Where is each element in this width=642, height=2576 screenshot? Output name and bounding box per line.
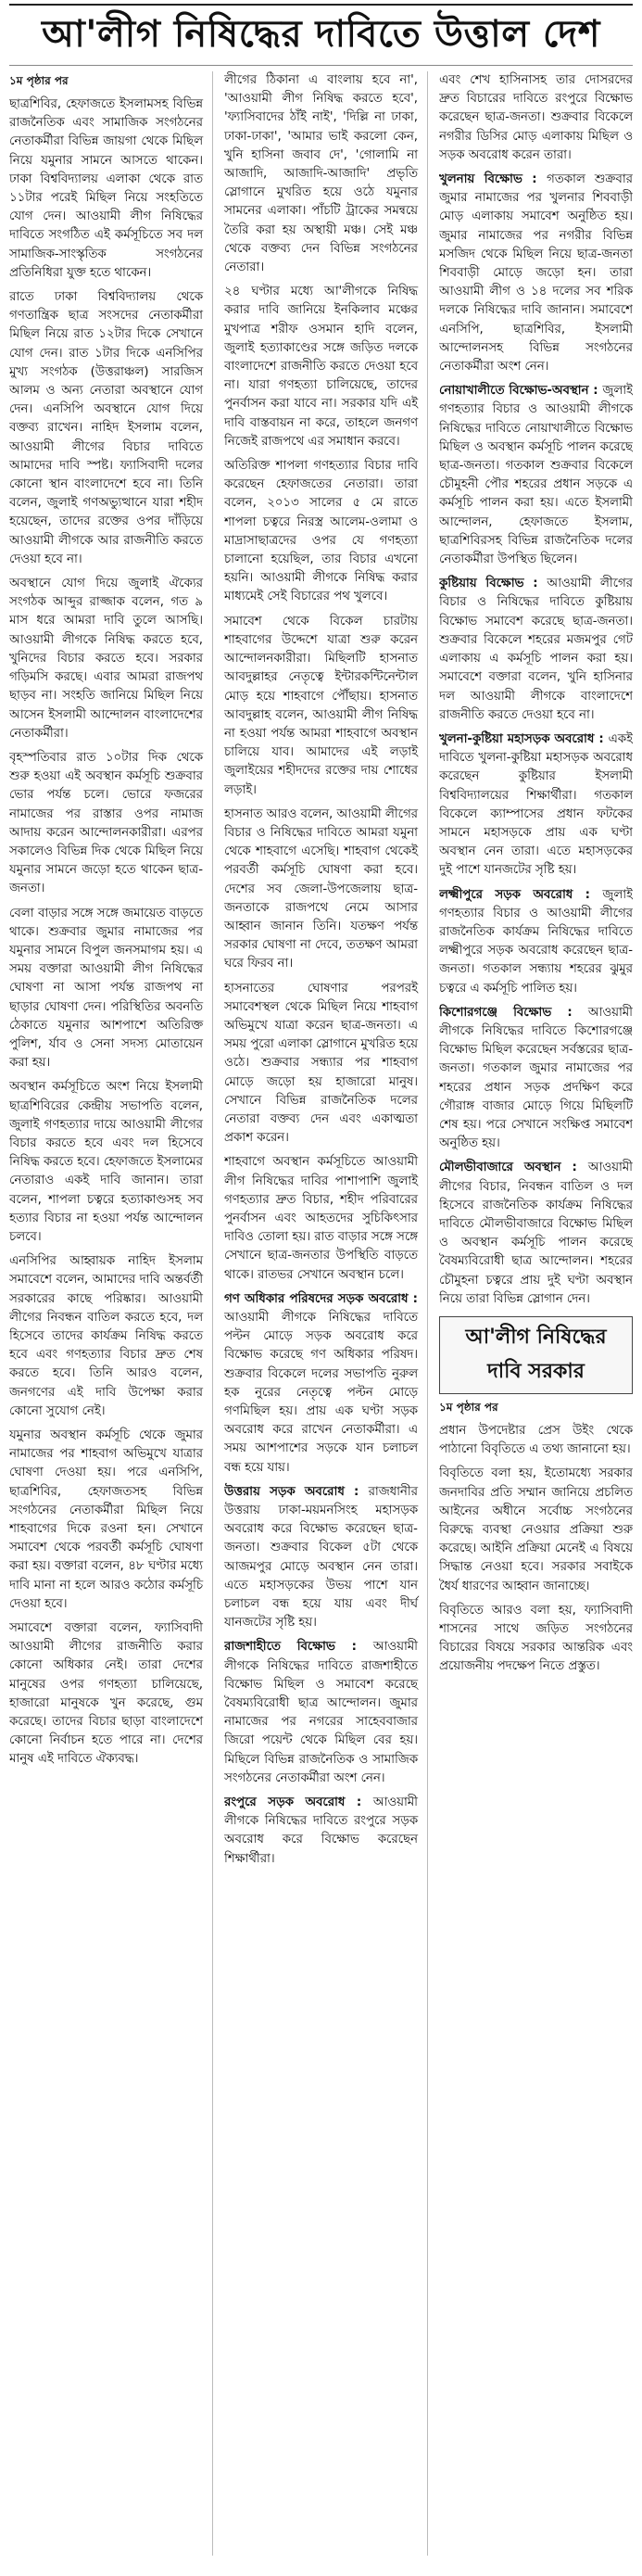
- paragraph-text: ছাত্রশিবির, হেফাজতে ইসলামসহ বিভিন্ন রাজনৈতিক এবং সামাজিক সংগঠনের নেতাকর্মীরা বিভিন্ন জায়গা থেকে মিছিল নিয়ে যমুনার সামনে আসতে থাকেন। ঢাকা বিশ্ববিদ্যালয় এলাকা থেকে রাত ১১টার পরেই মিছিল নিয়ে সংহতিতে যোগ দেন। আওয়ামী লীগ নিষিদ্ধের দাবিতে সংগঠিত এই কর্মসূচিতে সব দল সামাজিক-সাংস্কৃতিক সংগঠনের প্রতিনিধিরা যুক্ত হতে থাকেন।: [9, 97, 203, 280]
- paragraph-text: আওয়ামী লীগকে নিষিদ্ধের দাবিতে কিশোরগঞ্জে বিক্ষোভ মিছিল করেছেন সর্বস্তরের ছাত্র-জনতা। গতকাল জুমার নামাজের পর শহরের প্রধান সড়ক প্রদক্ষিণ করে গৌরাঙ্গ বাজার মোড়ে গিয়ে মিছিলটি শেষ হয়। পরে সেখানে সংক্ষিপ্ত সমাবেশ অনুষ্ঠিত হয়।: [439, 1005, 633, 1151]
- article-paragraph: [9, 1078, 203, 1247]
- article-paragraph: [439, 71, 633, 165]
- paragraph-text: আওয়ামী লীগের বিচার, নিবন্ধন বাতিল ও দল হিসেবে রাজনৈতিক কার্যক্রম নিষিদ্ধের দাবিতে মৌলভীবাজারে বিক্ষোভ মিছিল ও অবস্থান কর্মসূচি পালন করেছে বৈষম্যবিরোধী ছাত্র আন্দোলন। শহরের চৌমুহনা চত্বরে প্রায় দুই ঘণ্টা অবস্থান নিয়ে তারা বিভিন্ন স্লোগান দেন।: [439, 1161, 633, 1306]
- paragraph-text: এবং শেখ হাসিনাসহ তার দোসরদের দ্রুত বিচারের দাবিতে রংপুরে বিক্ষোভ করেছেন ছাত্র-জনতা। শুক্রবার বিকেলে নগরীর ডিসির মোড় এলাকায় মিছিল ও সড়ক অবরোধ করেন তারা।: [439, 73, 633, 162]
- article-paragraph: [9, 1427, 203, 1614]
- paragraph-text: জুলাই গণহত্যার বিচার ও আওয়ামী লীগের রাজনৈতিক কার্যক্রম নিষিদ্ধের দাবিতে লক্ষ্মীপুরে সড়ক অবরোধ করেছেন ছাত্র-জনতা। গতকাল সন্ধ্যায় শহরের ঝুমুর চত্বরে এ কর্মসূচি পালিত হয়।: [439, 887, 633, 996]
- section-subheading: খুলনায় বিক্ষোভ :: [439, 172, 548, 187]
- section-subheading: রংপুরে সড়ক অবরোধ :: [224, 1796, 373, 1810]
- paragraph-text: ২৪ ঘণ্টার মধ্যে আ'লীগকে নিষিদ্ধ করার দাবি জানিয়ে ইনকিলাব মঞ্চের মুখপাত্র শরীফ ওসমান হাদি বলেন, জুলাই হত্যাকাণ্ডের সঙ্গে জড়িত দলকে বাংলাদেশে রাজনীতি করতে দেওয়া হবে না। যারা গণহত্যা চালিয়েছে, তাদের পুনর্বাসন করা যাবে না। সরকার যদি এই দাবি বাস্তবায়ন না করে, তাহলে জনগণ নিজেই রাজপথে এর সমাধান করবে।: [224, 285, 418, 449]
- related-article-paragraph: বিবৃতিতে আরও বলা হয়, ফ্যাসিবাদী শাসনের সাথে জড়িত সংগঠনের বিচারের বিষয়ে সরকার আন্তরিক এবং প্রয়োজনীয় পদক্ষেপ নিতে প্রস্তুত।: [439, 1603, 633, 1674]
- paragraph-text: লীগের ঠিকানা এ বাংলায় হবে না', 'আওয়ামী লীগ নিষিদ্ধ করতে হবে', 'ফ্যাসিবাদের ঠাঁই নাই', 'দিল্লি না ঢাকা, ঢাকা-ঢাকা', 'আমার ভাই করলো কেন, খুনি হাসিনা জবাব দে', 'গোলামি না আজাদি, আজাদি-আজাদি' প্রভৃতি স্লোগানে মুখরিত হয়ে ওঠে যমুনার সামনের এলাকা। পাঁচটি ট্রাকের সমন্বয়ে তৈরি করা হয় অস্থায়ী মঞ্চ। সেই মঞ্চ থেকে বক্তব্য দেন বিভিন্ন সংগঠনের নেতারা।: [224, 73, 418, 275]
- related-article-paragraph: প্রধান উপদেষ্টার প্রেস উইং থেকে পাঠানো বিবৃতিতে এ তথ্য জানানো হয়।: [439, 1424, 633, 1457]
- article-paragraph: [439, 382, 633, 569]
- article-paragraph: [9, 575, 203, 743]
- paragraph-text: একই দাবিতে খুলনা-কুষ্টিয়া মহাসড়ক অবরোধ করেছেন কুষ্টিয়ার ইসলামী বিশ্ববিদ্যালয়ের শিক্ষার্থীরা। গতকাল বিকেলে ক্যাম্পাসের প্রধান ফটকের সামনে মহাসড়কে প্রায় এক ঘণ্টা অবস্থান নেন তারা। এতে মহাসড়কের দুই পাশে যানজটের সৃষ্টি হয়।: [439, 731, 633, 878]
- paragraph-text: আওয়ামী লীগকে নিষিদ্ধের দাবিতে রাজশাহীতে বিক্ষোভ মিছিল ও সমাবেশ করেছে বৈষম্যবিরোধী ছাত্র আন্দোলন। জুমার নামাজের পর নগরের সাহেববাজার জিরো পয়েন্ট থেকে মিছিল বের হয়। মিছিলে বিভিন্ন রাজনৈতিক ও সামাজিক সংগঠনের নেতাকর্মীরা অংশ নেন।: [224, 1640, 418, 1785]
- article-paragraph: [439, 730, 633, 881]
- article-paragraph: [439, 886, 633, 998]
- paragraph-text: আওয়ামী লীগের বিচার ও নিষিদ্ধের দাবিতে কুষ্টিয়ায় বিক্ষোভ সমাবেশ করেছে ছাত্র-জনতা। শুক্রবার বিকেলে শহরের মজমপুর গেট এলাকায় এ কর্মসূচি পালন করা হয়। সমাবেশে বক্তারা বলেন, খুনি হাসিনার দল আওয়ামী লীগকে বাংলাদেশে রাজনীতি করতে দেওয়া হবে না।: [439, 577, 633, 722]
- article-paragraph: [224, 71, 418, 277]
- article-column-1: [9, 71, 213, 2556]
- article-paragraph: [439, 1004, 633, 1154]
- article-paragraph: [224, 806, 418, 974]
- related-article-title: আ'লীগ নিষিদ্ধের দাবি সরকার: [465, 1325, 607, 1383]
- related-article-box: [439, 1316, 633, 1394]
- article-paragraph: [224, 1794, 418, 1869]
- continued-from-label: ১ম পৃষ্ঠার পর: [9, 74, 69, 87]
- paragraph-text: আওয়ামী লীগকে নিষিদ্ধের দাবিতে পল্টন মোড়ে সড়ক অবরোধ করে বিক্ষোভ করেছে গণ অধিকার পরিষদ। শুক্রবার বিকেলে দলের সভাপতি নুরুল হক নুরের নেতৃত্বে পল্টন মোড়ে গণমিছিল হয়। প্রায় এক ঘণ্টা সড়ক অবরোধ করে রাখেন নেতাকর্মীরা। এ সময় আশপাশের সড়কে যান চলাচল বন্ধ হয়ে যায়।: [224, 1311, 418, 1475]
- paragraph-text: গতকাল শুক্রবার জুমার নামাজের পর খুলনার শিববাড়ী মোড় এলাকায় সমাবেশ অনুষ্ঠিত হয়। জুমার নামাজের পর নগরীর বিভিন্ন মসজিদ থেকে মিছিল নিয়ে ছাত্র-জনতা শিববাড়ী মোড়ে জড়ো হন। তারা আওয়ামী লীগ ও ১৪ দলের সব শরিক দলকে নিষিদ্ধের দাবি জানান। সমাবেশে এনসিপি, ছাত্রশিবির, ইসলামী আন্দোলনসহ বিভিন্ন সংগঠনের নেতাকর্মীরা অংশ নেন।: [439, 172, 633, 374]
- section-subheading: খুলনা-কুষ্টিয়া মহাসড়ক অবরোধ :: [439, 731, 609, 746]
- article-paragraph: [224, 283, 418, 451]
- section-subheading: গণ অধিকার পরিষদের সড়ক অবরোধ :: [224, 1291, 418, 1306]
- article-paragraph: [224, 613, 418, 800]
- paragraph-text: বেলা বাড়ার সঙ্গে সঙ্গে জমায়েত বাড়তে থাকে। শুক্রবার জুমার নামাজের পর যমুনার সামনে বিপুল জনসমাগম হয়। এ সময় বক্তারা আওয়ামী লীগ নিষিদ্ধের ঘোষণা না আসা পর্যন্ত রাজপথ না ছাড়ার ঘোষণা দেন। পরিস্থিতির অবনতি ঠেকাতে যমুনার আশপাশে অতিরিক্ত পুলিশ, র্যাব ও সেনা সদস্য মোতায়েন করা হয়।: [9, 906, 203, 1071]
- paragraph-text: শাহবাগে অবস্থান কর্মসূচিতে আওয়ামী লীগ নিষিদ্ধের দাবির পাশাপাশি জুলাই গণহত্যার দ্রুত বিচার, শহীদ পরিবারের পুনর্বাসন এবং আহতদের সুচিকিৎসার দাবিও তোলা হয়। রাত বাড়ার সঙ্গে সঙ্গে সেখানে ছাত্র-জনতার উপস্থিতি বাড়তে থাকে। রাতভর সেখানে অবস্থান চলে।: [224, 1155, 418, 1282]
- paragraph-text: জুলাই গণহত্যার বিচার ও আওয়ামী লীগকে নিষিদ্ধের দাবিতে নোয়াখালীতে বিক্ষোভ মিছিল ও অবস্থান কর্মসূচি পালন করেছে ছাত্র-জনতা। গতকাল শুক্রবার বিকেলে চৌমুহনী পৌর শহরের প্রধান সড়কে এ কর্মসূচি পালন করা হয়। এতে ইসলামী আন্দোলন, হেফাজতে ইসলাম, ছাত্রশিবিরসহ বিভিন্ন রাজনৈতিক দলের নেতাকর্মীরা উপস্থিত ছিলেন।: [439, 384, 633, 567]
- paragraph-text: অবস্থান কর্মসূচিতে অংশ নিয়ে ইসলামী ছাত্রশিবিরের কেন্দ্রীয় সভাপতি বলেন, জুলাই গণহত্যার দায়ে আওয়ামী লীগের বিচার করতে হবে এবং দল হিসেবে নিষিদ্ধ করতে হবে। হেফাজতে ইসলামের নেতারাও একই দাবি জানান। তারা বলেন, শাপলা চত্বরে হত্যাকাণ্ডসহ সব হত্যার বিচার না হওয়া পর্যন্ত আন্দোলন চলবে।: [9, 1080, 203, 1244]
- article-paragraph: [224, 1290, 418, 1478]
- paragraph-text: রাজধানীর উত্তরায় ঢাকা-ময়মনসিংহ মহাসড়ক অবরোধ করে বিক্ষোভ করেছেন ছাত্র-জনতা। শুক্রবার বিকেল ৫টা থেকে আজমপুর মোড়ে অবস্থান নেন তারা। এতে মহাসড়কের উভয় পাশে যান চলাচল বন্ধ হয়ে যায় এবং দীর্ঘ যানজটের সৃষ্টি হয়।: [224, 1484, 418, 1631]
- paragraph-text: রাতে ঢাকা বিশ্ববিদ্যালয় থেকে গণতান্ত্রিক ছাত্র সংসদের নেতাকর্মীরা মিছিল নিয়ে রাত ১২টার দিকে সেখানে যোগ দেন। রাত ১টার দিকে এনসিপির মুখ্য সংগঠক (উত্তরাঞ্চল) সারজিস আলম ও অন্য নেতারা অবস্থানে যোগ দেন। এনসিপি অবস্থানে যোগ দিয়ে বক্তব্য রাখেন। নাহিদ ইসলাম বলেন, আওয়ামী লীগের বিচার দাবিতে আমাদের দাবি স্পষ্ট। ফ্যাসিবাদী দলের কোনো স্থান বাংলাদেশে হবে না। তিনি বলেন, জুলাই গণঅভ্যুত্থানে যারা শহীদ হয়েছেন, তাদের রক্তের ওপর দাঁড়িয়ে আওয়ামী লীগকে আর রাজনীতি করতে দেওয়া হবে না।: [9, 290, 203, 566]
- section-subheading: উত্তরায় সড়ক অবরোধ :: [224, 1484, 369, 1499]
- article-paragraph: [224, 457, 418, 607]
- section-subheading: মৌলভীবাজারে অবস্থান :: [439, 1161, 588, 1175]
- article-paragraph: [9, 95, 203, 283]
- paragraph-text: সমাবেশে বক্তারা বলেন, ফ্যাসিবাদী আওয়ামী লীগের রাজনীতি করার কোনো অধিকার নেই। তারা দেশের মানুষের ওপর গণহত্যা চালিয়েছে, হাজারো মানুষকে খুন করেছে, গুম করেছে। তাদের বিচার ছাড়া বাংলাদেশে কোনো নির্বাচন হতে পারে না। দেশের মানুষ এই দাবিতে ঐক্যবদ্ধ।: [9, 1621, 203, 1767]
- article-paragraph: [9, 1619, 203, 1770]
- article-paragraph: [439, 171, 633, 376]
- article-paragraph: [439, 575, 633, 725]
- paragraph-text: সমাবেশ থেকে বিকেল চারটায় শাহবাগের উদ্দেশে যাত্রা শুরু করেন আন্দোলনকারীরা। মিছিলটি হাসনাত আবদুল্লাহর নেতৃত্বে ইন্টারকন্টিনেন্টাল মোড় হয়ে শাহবাগে পৌঁছায়। হাসনাত আবদুল্লাহ বলেন, আওয়ামী লীগ নিষিদ্ধ না হওয়া পর্যন্ত আমরা শাহবাগে অবস্থান চালিয়ে যাব। আমাদের এই লড়াই জুলাইয়ের শহীদদের রক্তের দায় শোধের লড়াই।: [224, 614, 418, 797]
- continued-from-label: ১ম পৃষ্ঠার পর: [439, 1401, 498, 1414]
- paragraph-text: অতিরিক্ত শাপলা গণহত্যার বিচার দাবি করেছেন হেফাজতের নেতারা। তারা বলেন, ২০১৩ সালের ৫ মে রাতে শাপলা চত্বরে নিরস্ত্র আলেম-ওলামা ও মাদ্রাসাছাত্রদের ওপর যে গণহত্যা চালানো হয়েছিল, তার বিচার এখনো হয়নি। আওয়ামী লীগকে নিষিদ্ধ করার মাধ্যমেই সেই বিচারের পথ খুলবে।: [224, 459, 418, 604]
- article-paragraph: [224, 1638, 418, 1788]
- paragraph-text: এনসিপির আহ্বায়ক নাহিদ ইসলাম সমাবেশে বলেন, আমাদের দাবি অন্তর্বর্তী সরকারের কাছে পরিষ্কার। আওয়ামী লীগের নিবন্ধন বাতিল করতে হবে, দল হিসেবে তাদের কার্যক্রম নিষিদ্ধ করতে হবে এবং গণহত্যার বিচার দ্রুত শেষ করতে হবে। তিনি আরও বলেন, জনগণের এই দাবি উপেক্ষা করার কোনো সুযোগ নেই।: [9, 1254, 203, 1418]
- article-paragraph: [224, 980, 418, 1148]
- related-article-paragraph: বিবৃতিতে বলা হয়, ইতোমধ্যে সরকার জনদাবির প্রতি সম্মান জানিয়ে প্রচলিত আইনের অধীনে সর্বোচ্চ সংগঠনের বিরুদ্ধে ব্যবস্থা নেওয়ার প্রক্রিয়া শুরু করেছে। আইনি প্রক্রিয়া মেনেই এ বিষয়ে সিদ্ধান্ত নেওয়া হবে। সরকার সবাইকে ধৈর্য ধারণের আহ্বান জানাচ্ছে।: [439, 1466, 633, 1593]
- article-paragraph: [224, 1153, 418, 1284]
- article-paragraph: [9, 1252, 203, 1421]
- section-subheading: নোয়াখালীতে বিক্ষোভ-অবস্থান :: [439, 384, 603, 399]
- article-paragraph: [224, 1483, 418, 1633]
- section-subheading: কিশোরগঞ্জে বিক্ষোভ :: [439, 1005, 588, 1020]
- article-column-3: [439, 71, 633, 2556]
- paragraph-text: হাসনাত আরও বলেন, আওয়ামী লীগের বিচার ও নিষিদ্ধের দাবিতে আমরা যমুনা থেকে শাহবাগে এসেছি। শাহবাগ থেকেই পরবর্তী কর্মসূচি ঘোষণা করা হবে। দেশের সব জেলা-উপজেলায় ছাত্র-জনতাকে রাজপথে নেমে আসার আহ্বান জানান তিনি। যতক্ষণ পর্যন্ত সরকার ঘোষণা না দেবে, ততক্ষণ আমরা ঘরে ফিরব না।: [224, 806, 418, 971]
- paragraph-text: আওয়ামী লীগকে নিষিদ্ধের দাবিতে রংপুরে সড়ক অবরোধ করে বিক্ষোভ করেছেন শিক্ষার্থীরা।: [224, 1796, 418, 1866]
- article-paragraph: [9, 288, 203, 569]
- newspaper-page: [0, 4, 642, 2576]
- section-subheading: কুষ্টিয়ায় বিক্ষোভ :: [439, 577, 548, 591]
- article-headline: আ'লীগ নিষিদ্ধের দাবিতে উত্তাল দেশ: [42, 11, 600, 56]
- paragraph-text: হাসনাতের ঘোষণার পরপরই সমাবেশস্থল থেকে মিছিল নিয়ে শাহবাগ অভিমুখে যাত্রা করেন ছাত্র-জনতা। এ সময় পুরো এলাকা স্লোগানে মুখরিত হয়ে ওঠে। শুক্রবার সন্ধ্যার পর শাহবাগ মোড়ে জড়ো হয় হাজারো মানুষ। সেখানে বিভিন্ন রাজনৈতিক দলের নেতারা বক্তব্য দেন এবং একাত্মতা প্রকাশ করেন।: [224, 981, 418, 1146]
- article-paragraph: [9, 749, 203, 899]
- article-paragraph: [439, 1159, 633, 1309]
- article-columns: [9, 71, 633, 2556]
- section-subheading: লক্ষ্মীপুরে সড়ক অবরোধ :: [439, 887, 603, 902]
- paragraph-text: যমুনার অবস্থান কর্মসূচি থেকে জুমার নামাজের পর শাহবাগ অভিমুখে যাত্রার ঘোষণা দেওয়া হয়। পরে এনসিপি, ছাত্রশিবির, হেফাজতসহ বিভিন্ন সংগঠনের নেতাকর্মীরা মিছিল নিয়ে শাহবাগের দিকে রওনা হন। সেখানে সমাবেশ থেকে পরবর্তী কর্মসূচি ঘোষণা করা হয়। বক্তারা বলেন, ৪৮ ঘণ্টার মধ্যে দাবি মানা না হলে আরও কঠোর কর্মসূচি দেওয়া হবে।: [9, 1428, 203, 1611]
- paragraph-text: বৃহস্পতিবার রাত ১০টার দিক থেকে শুরু হওয়া এই অবস্থান কর্মসূচি শুক্রবার ভোর পর্যন্ত চলে। ভোরে ফজরের নামাজের পর রাস্তার ওপর নামাজ আদায় করেন আন্দোলনকারীরা। এরপর সকালেও বিভিন্ন দিক থেকে মিছিল নিয়ে যমুনার সামনে জড়ো হতে থাকেন ছাত্র-জনতা।: [9, 750, 203, 896]
- section-subheading: রাজশাহীতে বিক্ষোভ :: [224, 1640, 373, 1655]
- article-paragraph: [9, 905, 203, 1073]
- paragraph-text: অবস্থানে যোগ দিয়ে জুলাই ঐক্যের সংগঠক আব্দুর রাজ্জাক বলেন, গত ৯ মাস ধরে আমরা দাবি তুলে আসছি। আওয়ামী লীগকে নিষিদ্ধ করতে হবে, খুনিদের বিচার করতে হবে। সরকার গড়িমসি করছে। এবার আমরা রাজপথ ছাড়ব না। সংহতি জানিয়ে মিছিল নিয়ে আসেন ইসলামী আন্দোলন বাংলাদেশের নেতাকর্মীরা।: [9, 577, 203, 741]
- article-column-2: [224, 71, 428, 2556]
- headline-bar: [9, 4, 633, 66]
